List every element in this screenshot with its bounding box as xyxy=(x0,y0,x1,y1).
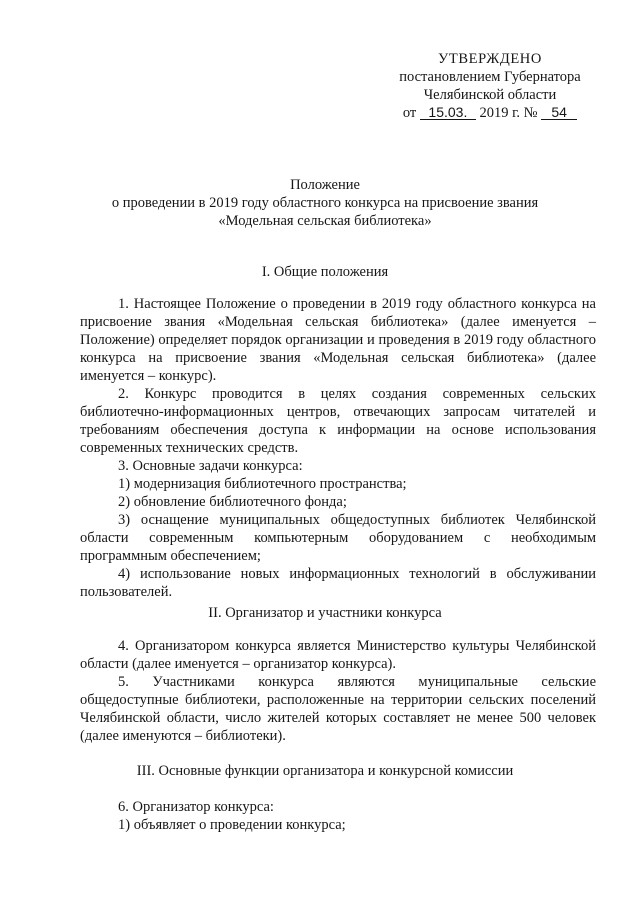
section-1-body xyxy=(80,295,596,601)
paragraph-1-1: 1. Настоящее Положение о проведении в 2019 году областного конкурса на присвоение звания «Модельная сельская библиотека» (далее именуется – Положение) определяет порядок организации и проведения в 2019 году областного конкурса на присвоение звания «Модельная сельская библиотека» (далее именуется – конкурс). xyxy=(80,296,596,384)
section-1-heading: I. Общие положения xyxy=(261,264,389,280)
paragraph-2-2: 5. Участниками конкурса являются муниципальные сельские общедоступные библиотеки, расположенные на территории сельских поселений Челябинской области, число жителей которых составляет не менее 500 человек (далее именуются – библиотеки). xyxy=(80,674,596,744)
title-line-2: о проведении в 2019 году областного конкурса на присвоение звания xyxy=(111,195,539,211)
paragraph-1-7: 4) использование новых информационных технологий в обслуживании пользователей. xyxy=(80,566,596,600)
number-value: 54 xyxy=(541,105,577,120)
section-3-body xyxy=(80,798,596,834)
approval-date-line xyxy=(380,104,600,122)
approval-header: УТВЕРЖДЕНО xyxy=(438,51,542,67)
year-number-label: 2019 г. № xyxy=(479,105,538,121)
paragraph-1-6: 3) оснащение муниципальных общедоступных библиотек Челябинской области современным компьютерным оборудованием с необходимым программным обеспечением; xyxy=(80,512,596,564)
paragraph-1-2: 2. Конкурс проводится в целях создания современных сельских библиотечно-информационных центров, отвечающих запросам читателей и требованиям обеспечения доступа к информации на основе использования современных технических средств. xyxy=(80,386,596,456)
section-2-heading: II. Организатор и участники конкурса xyxy=(208,605,442,621)
paragraph-1-5: 2) обновление библиотечного фонда; xyxy=(118,494,347,510)
paragraph-1-4: 1) модернизация библиотечного пространства; xyxy=(118,476,407,492)
paragraph-1-3: 3. Основные задачи конкурса: xyxy=(118,458,303,474)
date-value: 15.03. xyxy=(420,105,476,120)
approval-line-2: Челябинской области xyxy=(423,87,557,103)
section-2-body xyxy=(80,637,596,745)
paragraph-2-1: 4. Организатором конкурса является Министерство культуры Челябинской области (далее именуется – организатор конкурса). xyxy=(80,638,596,672)
document-title xyxy=(80,176,570,230)
section-3-heading: III. Основные функции организатора и конкурсной комиссии xyxy=(136,763,514,779)
approval-line-1: постановлением Губернатора xyxy=(399,69,581,85)
title-line-1: Положение xyxy=(290,177,360,193)
title-line-3: «Модельная сельская библиотека» xyxy=(218,213,432,229)
date-prefix: от xyxy=(402,105,417,121)
approval-stamp xyxy=(380,50,600,122)
paragraph-3-1: 6. Организатор конкурса: xyxy=(118,799,274,815)
paragraph-3-2: 1) объявляет о проведении конкурса; xyxy=(118,817,346,833)
